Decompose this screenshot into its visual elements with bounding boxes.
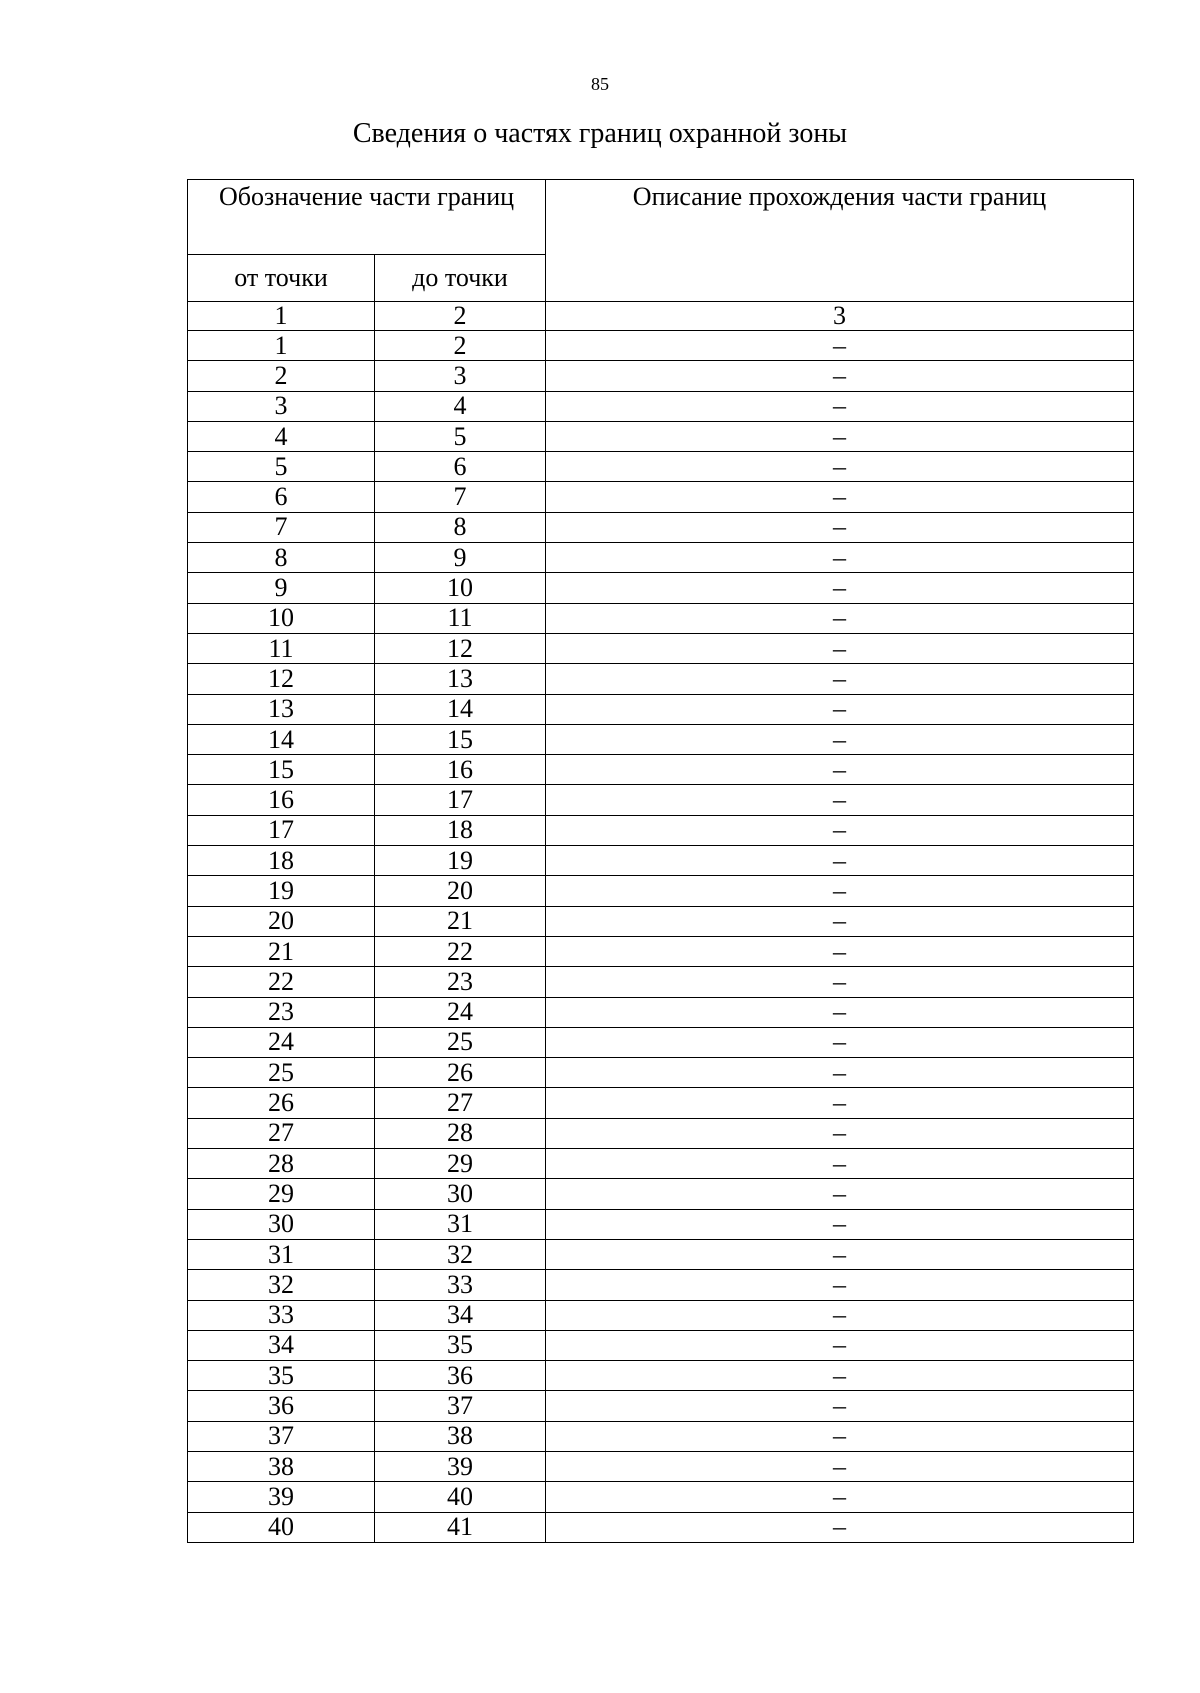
cell-description: –	[546, 452, 1134, 482]
cell-description: –	[546, 785, 1134, 815]
cell-description: –	[546, 1239, 1134, 1269]
table-row	[188, 1361, 1134, 1391]
cell-from-point: 29	[188, 1179, 375, 1209]
cell-from-point: 10	[188, 603, 375, 633]
cell-to-point: 40	[375, 1482, 546, 1512]
table-row	[188, 421, 1134, 451]
cell-to-point: 13	[375, 664, 546, 694]
cell-description: –	[546, 1421, 1134, 1451]
cell-to-point: 37	[375, 1391, 546, 1421]
cell-to-point: 31	[375, 1209, 546, 1239]
cell-to-point: 7	[375, 482, 546, 512]
cell-from-point: 2	[188, 361, 375, 391]
cell-description: –	[546, 1149, 1134, 1179]
cell-to-point: 4	[375, 391, 546, 421]
table-row	[188, 1330, 1134, 1360]
cell-to-point: 17	[375, 785, 546, 815]
cell-from-point: 8	[188, 543, 375, 573]
cell-from-point: 31	[188, 1239, 375, 1269]
cell-description: –	[546, 361, 1134, 391]
cell-to-point: 3	[375, 361, 546, 391]
column-number-row	[188, 302, 1134, 331]
cell-to-point: 10	[375, 573, 546, 603]
table-row	[188, 1088, 1134, 1118]
cell-description: –	[546, 482, 1134, 512]
cell-description: –	[546, 1209, 1134, 1239]
cell-from-point: 6	[188, 482, 375, 512]
table-row	[188, 936, 1134, 966]
cell-description: –	[546, 1270, 1134, 1300]
cell-description: –	[546, 815, 1134, 845]
table-row	[188, 1421, 1134, 1451]
table-row	[188, 633, 1134, 663]
table-row	[188, 1451, 1134, 1481]
cell-to-point: 29	[375, 1149, 546, 1179]
cell-to-point: 38	[375, 1421, 546, 1451]
table-row	[188, 1391, 1134, 1421]
cell-to-point: 23	[375, 967, 546, 997]
cell-description: –	[546, 967, 1134, 997]
table-row	[188, 452, 1134, 482]
table-row	[188, 724, 1134, 754]
cell-description: –	[546, 573, 1134, 603]
cell-from-point: 20	[188, 906, 375, 936]
table-row	[188, 1209, 1134, 1239]
table-row	[188, 785, 1134, 815]
cell-to-point: 16	[375, 755, 546, 785]
cell-to-point: 21	[375, 906, 546, 936]
cell-to-point: 6	[375, 452, 546, 482]
table-row	[188, 1482, 1134, 1512]
cell-from-point: 21	[188, 936, 375, 966]
cell-to-point: 2	[375, 331, 546, 361]
cell-to-point: 27	[375, 1088, 546, 1118]
table-row	[188, 331, 1134, 361]
cell-to-point: 25	[375, 1027, 546, 1057]
cell-description: –	[546, 1179, 1134, 1209]
cell-description: –	[546, 1027, 1134, 1057]
cell-from-point: 17	[188, 815, 375, 845]
table-row	[188, 1058, 1134, 1088]
cell-from-point: 5	[188, 452, 375, 482]
cell-description: –	[546, 1451, 1134, 1481]
cell-from-point: 25	[188, 1058, 375, 1088]
cell-description: –	[546, 1058, 1134, 1088]
cell-to-point: 24	[375, 997, 546, 1027]
header-from-point: от точки	[188, 255, 375, 302]
cell-from-point: 19	[188, 876, 375, 906]
table-row	[188, 1270, 1134, 1300]
cell-from-point: 3	[188, 391, 375, 421]
table-row	[188, 906, 1134, 936]
cell-from-point: 9	[188, 573, 375, 603]
table-row	[188, 1027, 1134, 1057]
header-to-point: до точки	[375, 255, 546, 302]
cell-from-point: 35	[188, 1361, 375, 1391]
cell-to-point: 15	[375, 724, 546, 754]
table-row	[188, 512, 1134, 542]
column-number: 3	[546, 302, 1134, 331]
cell-from-point: 12	[188, 664, 375, 694]
cell-from-point: 1	[188, 331, 375, 361]
header-designation: Обозначение части границ	[188, 180, 546, 255]
cell-from-point: 26	[188, 1088, 375, 1118]
table-row	[188, 755, 1134, 785]
cell-description: –	[546, 633, 1134, 663]
cell-description: –	[546, 1391, 1134, 1421]
cell-to-point: 39	[375, 1451, 546, 1481]
cell-to-point: 5	[375, 421, 546, 451]
cell-to-point: 30	[375, 1179, 546, 1209]
table-row	[188, 361, 1134, 391]
cell-description: –	[546, 664, 1134, 694]
cell-from-point: 36	[188, 1391, 375, 1421]
header-description: Описание прохождения части границ	[546, 180, 1134, 302]
cell-description: –	[546, 876, 1134, 906]
cell-from-point: 14	[188, 724, 375, 754]
cell-from-point: 7	[188, 512, 375, 542]
table-row	[188, 391, 1134, 421]
cell-description: –	[546, 1482, 1134, 1512]
table-row	[188, 664, 1134, 694]
table-row	[188, 1512, 1134, 1542]
cell-description: –	[546, 421, 1134, 451]
cell-from-point: 16	[188, 785, 375, 815]
table-row	[188, 694, 1134, 724]
cell-from-point: 4	[188, 421, 375, 451]
table-row	[188, 846, 1134, 876]
cell-description: –	[546, 1330, 1134, 1360]
cell-description: –	[546, 391, 1134, 421]
cell-description: –	[546, 755, 1134, 785]
cell-to-point: 18	[375, 815, 546, 845]
cell-to-point: 36	[375, 1361, 546, 1391]
cell-description: –	[546, 543, 1134, 573]
table-row	[188, 1149, 1134, 1179]
column-number: 2	[375, 302, 546, 331]
cell-description: –	[546, 1088, 1134, 1118]
cell-description: –	[546, 1118, 1134, 1148]
page-title: Сведения о частях границ охранной зоны	[352, 118, 848, 149]
cell-to-point: 12	[375, 633, 546, 663]
table-row	[188, 997, 1134, 1027]
table-row	[188, 482, 1134, 512]
cell-to-point: 26	[375, 1058, 546, 1088]
cell-description: –	[546, 331, 1134, 361]
cell-description: –	[546, 997, 1134, 1027]
cell-from-point: 30	[188, 1209, 375, 1239]
cell-to-point: 32	[375, 1239, 546, 1269]
cell-to-point: 9	[375, 543, 546, 573]
table-row	[188, 1239, 1134, 1269]
cell-description: –	[546, 724, 1134, 754]
cell-from-point: 18	[188, 846, 375, 876]
cell-from-point: 28	[188, 1149, 375, 1179]
cell-description: –	[546, 512, 1134, 542]
table-row	[188, 1179, 1134, 1209]
cell-from-point: 32	[188, 1270, 375, 1300]
cell-description: –	[546, 936, 1134, 966]
cell-from-point: 38	[188, 1451, 375, 1481]
cell-to-point: 20	[375, 876, 546, 906]
cell-to-point: 11	[375, 603, 546, 633]
cell-description: –	[546, 1512, 1134, 1542]
column-number: 1	[188, 302, 375, 331]
cell-from-point: 15	[188, 755, 375, 785]
table-row	[188, 1118, 1134, 1148]
table-row	[188, 573, 1134, 603]
cell-to-point: 22	[375, 936, 546, 966]
cell-to-point: 33	[375, 1270, 546, 1300]
cell-from-point: 23	[188, 997, 375, 1027]
cell-description: –	[546, 694, 1134, 724]
cell-to-point: 8	[375, 512, 546, 542]
cell-to-point: 19	[375, 846, 546, 876]
cell-from-point: 22	[188, 967, 375, 997]
cell-description: –	[546, 1361, 1134, 1391]
table-row	[188, 1300, 1134, 1330]
cell-from-point: 39	[188, 1482, 375, 1512]
cell-from-point: 40	[188, 1512, 375, 1542]
table-row	[188, 815, 1134, 845]
cell-from-point: 27	[188, 1118, 375, 1148]
cell-description: –	[546, 846, 1134, 876]
cell-from-point: 34	[188, 1330, 375, 1360]
table-body	[188, 180, 1134, 1543]
cell-from-point: 13	[188, 694, 375, 724]
cell-to-point: 34	[375, 1300, 546, 1330]
cell-description: –	[546, 906, 1134, 936]
page-number: 85	[591, 74, 609, 94]
table-header-row	[188, 180, 1134, 255]
cell-to-point: 35	[375, 1330, 546, 1360]
table-row	[188, 876, 1134, 906]
table-row	[188, 603, 1134, 633]
table-row	[188, 543, 1134, 573]
cell-from-point: 24	[188, 1027, 375, 1057]
cell-from-point: 11	[188, 633, 375, 663]
boundary-parts-table	[187, 179, 1134, 1543]
cell-from-point: 37	[188, 1421, 375, 1451]
cell-description: –	[546, 1300, 1134, 1330]
cell-to-point: 14	[375, 694, 546, 724]
cell-to-point: 28	[375, 1118, 546, 1148]
cell-to-point: 41	[375, 1512, 546, 1542]
cell-description: –	[546, 603, 1134, 633]
cell-from-point: 33	[188, 1300, 375, 1330]
table-row	[188, 967, 1134, 997]
